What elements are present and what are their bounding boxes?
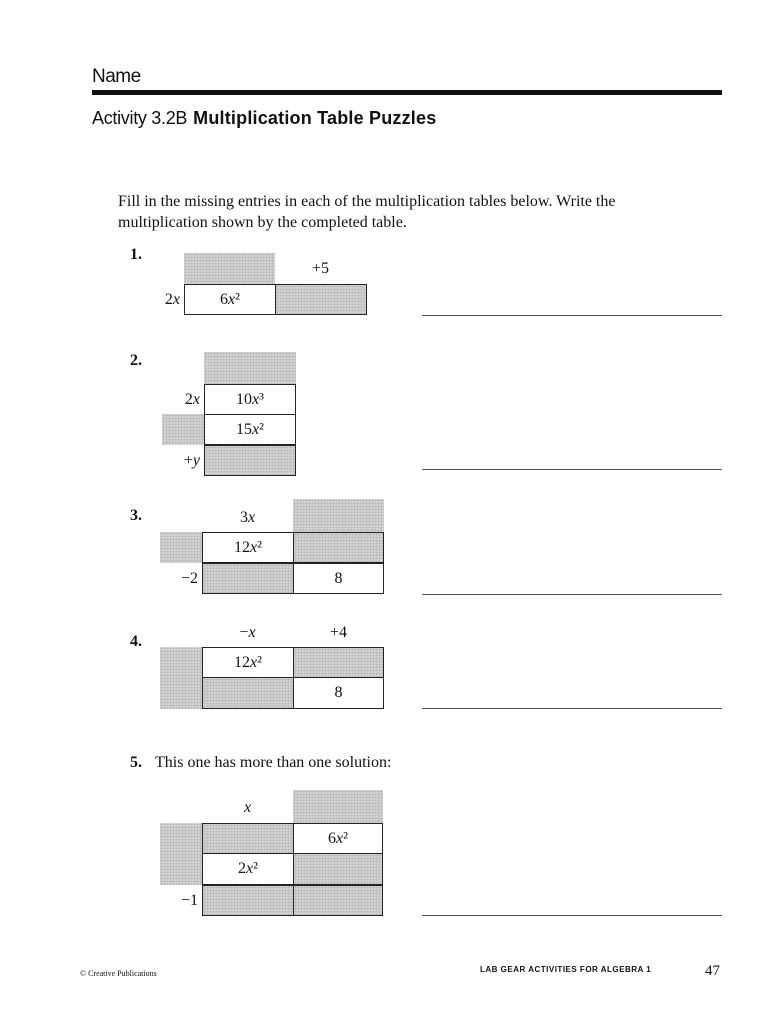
problem-1-rowheader-1: 2x [164,290,180,308]
problem-3-colheader-2-blank[interactable] [293,499,384,532]
footer-copyright: © Creative Publications [80,969,157,978]
problem-4-cell-1-1: 12x² [202,647,294,678]
problem-3-number: 3. [130,507,142,524]
problem-5-cell-3-1-blank[interactable] [202,885,294,916]
problem-5-cell-3-2-blank[interactable] [293,885,383,916]
problem-5-colheader-1: x [243,799,252,816]
activity-label: Activity 3.2B [92,108,188,128]
problem-4-cell-2-1-blank[interactable] [202,677,294,709]
problem-5-cell-1-1-blank[interactable] [202,823,294,854]
problem-5-number: 5. [130,754,142,771]
problem-3-rowheader-2: −2 [180,569,198,587]
problem-5-rowheader-3: −1 [180,891,198,909]
problem-4-rowheaders-blank[interactable] [160,647,202,709]
name-label: Name [92,66,141,87]
problem-5-cell-1-2: 6x² [293,823,383,854]
problem-3-rowheader-1-blank[interactable] [160,532,202,563]
problem-3-cell-1-1: 12x² [202,532,294,563]
problem-4-colheader-1: −x [239,624,256,641]
problem-5-prompt: This one has more than one solution: [155,754,392,771]
problem-1-colheader-1-blank[interactable] [184,253,275,285]
problem-2-cell-1-1: 10x³ [204,384,296,415]
activity-heading [92,108,436,129]
problem-3-cell-2-1-blank[interactable] [202,563,294,594]
problem-4-colheader-2: +4 [329,624,348,641]
problem-3-cell-2-2: 8 [293,563,384,594]
problem-1-number: 1. [130,246,142,263]
problem-2-answer-line[interactable] [422,469,722,470]
problem-2-rowheader-1: 2x [184,390,200,408]
problem-2-colheader-1-blank[interactable] [204,352,296,384]
problem-4-cell-1-2-blank[interactable] [293,647,384,678]
page-number: 47 [705,963,720,979]
problem-1-colheader-2: +5 [311,260,330,277]
problem-3-colheader-1: 3x [239,509,256,526]
header-rule [92,90,722,95]
problem-2-number: 2. [130,352,142,369]
problem-1-cell-1-2-blank[interactable] [275,284,367,315]
problem-1-answer-line[interactable] [422,315,722,316]
footer-series: LAB GEAR ACTIVITIES FOR ALGEBRA 1 [480,965,652,974]
activity-title: Multiplication Table Puzzles [193,108,437,128]
problem-5-answer-line[interactable] [422,915,722,916]
problem-5-rowheaders-blank[interactable] [160,823,202,885]
problem-5-cell-2-1: 2x² [202,853,294,885]
problem-5-cell-2-2-blank[interactable] [293,853,383,885]
problem-2-rowheader-2-blank[interactable] [162,414,204,445]
problem-4-answer-line[interactable] [422,708,722,709]
problem-3-answer-line[interactable] [422,594,722,595]
problem-4-cell-2-2: 8 [293,677,384,709]
problem-2-cell-2-1: 15x² [204,414,296,445]
problem-4-number: 4. [130,633,142,650]
problem-2-rowheader-3: +y [183,451,200,469]
problem-5-colheader-2-blank[interactable] [293,790,383,823]
instructions: Fill in the missing entries in each of the multiplication tables below. Write the multiplication shown by the completed table. [118,193,616,231]
problem-2-cell-3-1-blank[interactable] [204,445,296,476]
problem-3-cell-1-2-blank[interactable] [293,532,384,563]
problem-1-cell-1-1: 6x² [184,284,276,315]
